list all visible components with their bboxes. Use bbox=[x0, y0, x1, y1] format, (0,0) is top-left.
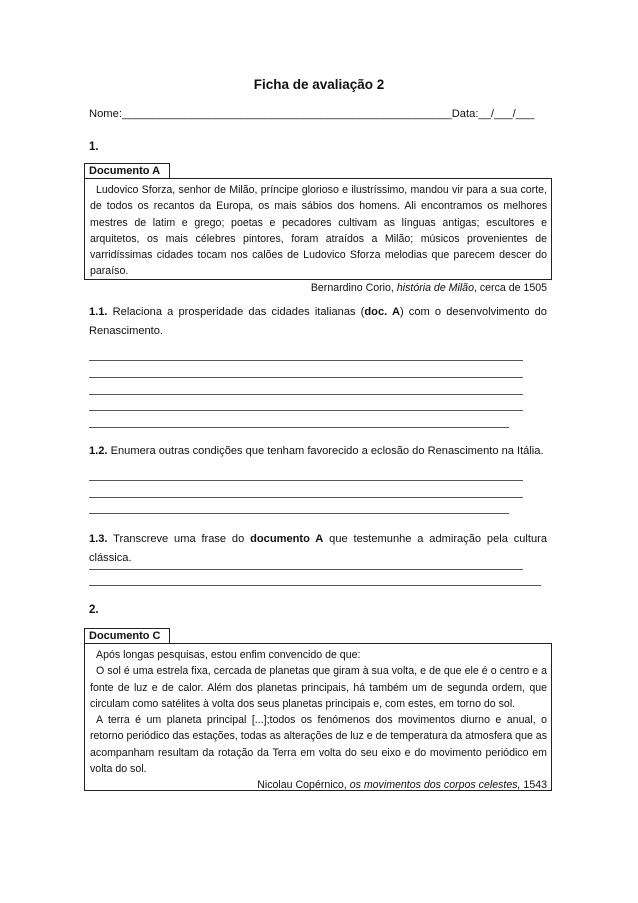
question-1-number: 1. bbox=[89, 141, 99, 153]
answer-line[interactable] bbox=[89, 569, 523, 570]
answer-line[interactable] bbox=[89, 427, 509, 428]
question-1-2 bbox=[89, 442, 547, 461]
question-1-1-number: 1.1. bbox=[89, 306, 108, 318]
answer-line[interactable] bbox=[89, 585, 541, 586]
document-c-label: Documento C bbox=[84, 628, 170, 643]
question-1-3-text-a: Transcreve uma frase do bbox=[113, 533, 245, 545]
document-c-work-title: os movimentos dos corpos celestes, bbox=[349, 779, 521, 792]
question-1-3-doc-ref: documento A bbox=[250, 533, 324, 545]
document-a-work-title: história de Milão bbox=[396, 281, 474, 294]
document-c-paragraph-3: A terra é um planeta principal [...];todos os fenómenos dos movimentos diurno e anual, o retorno periódico das estações, todas as alterações de luz e de temperatura da atmosfera que as acompanham resultam da rotação da Terra em volta do seu eixo e do movimento periódico em volta do sol. bbox=[90, 714, 547, 776]
question-1-2-text: Enumera outras condições que tenham favorecido a eclosão do Renascimento na Itália. bbox=[110, 445, 544, 457]
name-date-line: Nome:_____________________________________________________Data:__/___/___ bbox=[89, 108, 535, 120]
answer-line[interactable] bbox=[89, 497, 523, 498]
document-a-box bbox=[84, 178, 552, 294]
document-a-source bbox=[90, 280, 547, 296]
question-1-1-text-c: ) com o desenvolvimento do Renascimento. bbox=[89, 306, 547, 337]
question-1-1-doc-ref: doc. A bbox=[364, 306, 400, 318]
answer-line[interactable] bbox=[89, 513, 509, 514]
page-title: Ficha de avaliação 2 bbox=[253, 77, 385, 92]
document-a-label: Documento A bbox=[84, 163, 170, 178]
question-1-3 bbox=[89, 530, 547, 568]
question-1-2-number: 1.2. bbox=[89, 445, 108, 457]
answer-line[interactable] bbox=[89, 360, 523, 361]
document-c-date: 1543 bbox=[523, 779, 547, 792]
document-c-box bbox=[84, 643, 552, 791]
answer-line[interactable] bbox=[89, 377, 523, 378]
answer-line[interactable] bbox=[89, 410, 523, 411]
answer-line[interactable] bbox=[89, 394, 523, 395]
question-1-1 bbox=[89, 303, 547, 341]
document-c-author: Nicolau Copérnico, bbox=[257, 779, 347, 792]
question-1-3-text-c: que testemunhe a admiração pela cultura clássica. bbox=[89, 533, 547, 564]
answer-line[interactable] bbox=[89, 480, 523, 481]
document-c-source bbox=[90, 777, 547, 793]
document-a-date: , cerca de 1505 bbox=[473, 281, 547, 294]
question-1-1-text-a: Relaciona a prosperidade das cidades italianas ( bbox=[112, 306, 365, 318]
question-1-3-number: 1.3. bbox=[89, 533, 108, 545]
document-c-paragraph-2: O sol é uma estrela fixa, cercada de planetas que giram à sua volta, e de que ele é o centro e a fonte de luz e de calor. Além dos planetas principais, há também um de segunda ordem, que circulam como satélites à volta dos seus planetas principais e, com estes, em torno do sol. bbox=[90, 665, 547, 710]
document-c-paragraph-1: Após longas pesquisas, estou enfim convencido de que: bbox=[96, 649, 361, 661]
document-a-author: Bernardino Corio, bbox=[310, 281, 394, 294]
question-2-number: 2. bbox=[89, 604, 99, 616]
document-a-text: Ludovico Sforza, senhor de Milão, príncipe glorioso e ilustríssimo, mandou vir para a sua corte, de todos os recantos da Europa, os mais sábios dos homens. Ali encontramos os melhores mestres de latim e grego; poetas e pecadores cultivam as línguas antigas; escultores e arquitetos, os mais célebres pintores, foram atraídos a Milão; músicos provenientes de varridíssimas cidades tocam nos calões de Ludovico Sforza melodias que parecem descer do paraíso. bbox=[90, 184, 547, 278]
